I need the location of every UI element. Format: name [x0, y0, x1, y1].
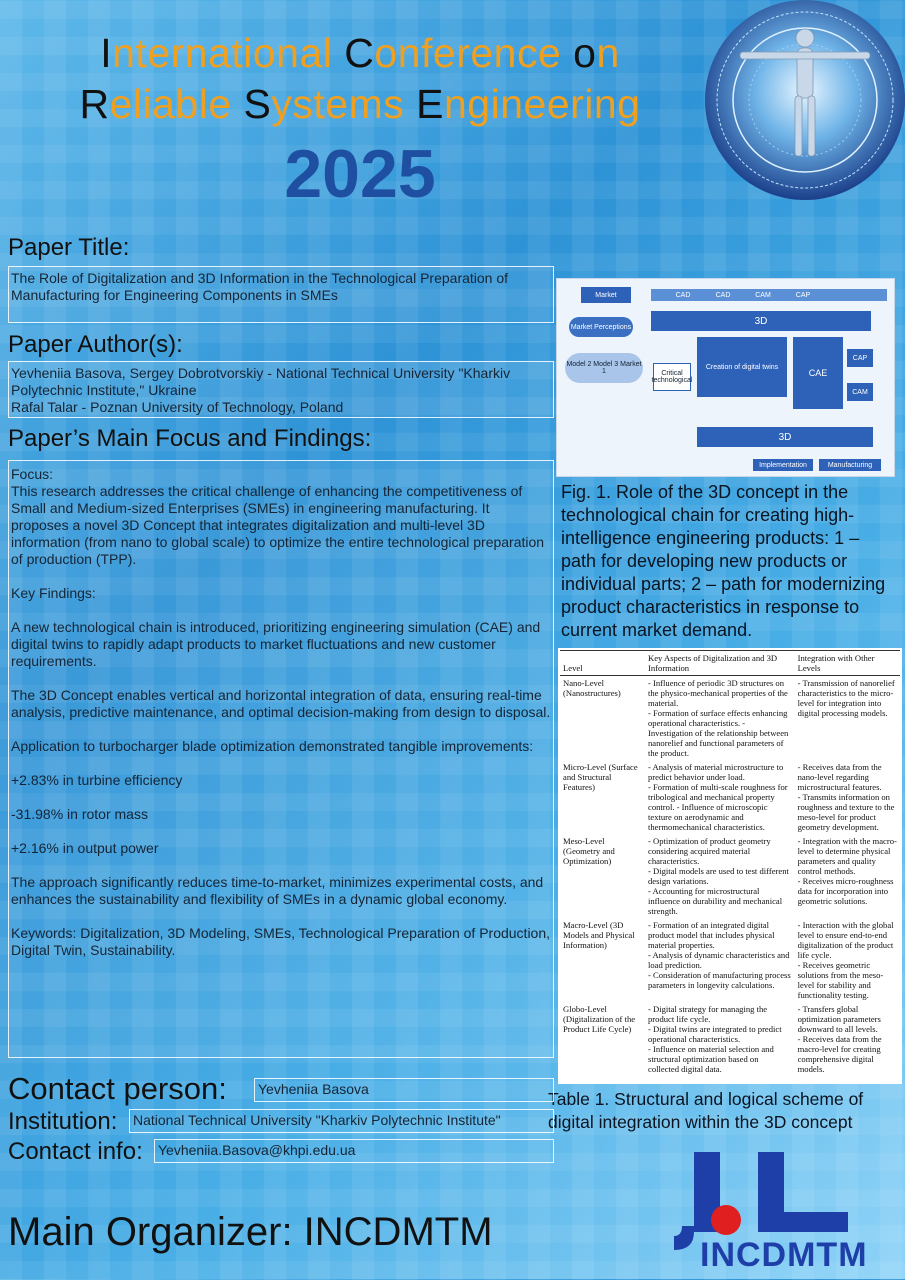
- title-capital: E: [416, 81, 444, 127]
- focus-paragraph: A new technological chain is introduced, prioritizing engineering simulation (CAE) and digital twins to rapidly adapt products to market fluctuations and new customer requirements.: [11, 619, 541, 669]
- conference-year: 2025: [284, 136, 436, 212]
- title-word-rest: eliable: [109, 81, 244, 127]
- table-row: [560, 918, 900, 1002]
- title-capital: R: [79, 81, 110, 127]
- title-capital: o: [573, 30, 597, 76]
- table-row: [560, 676, 900, 761]
- diagram-cap: CAP: [785, 289, 821, 301]
- institution-label: Institution:: [8, 1108, 118, 1135]
- table-header-cell: Level: [560, 651, 645, 676]
- incdmtm-logo-text: INCDMTM: [700, 1236, 868, 1274]
- focus-paragraph: Focus: This research addresses the critical challenge of enhancing the competitiveness of Small and Medium-sized Enterprises (SMEs) in engineering manufacturing. It proposes a novel 3D Concept that integrates digitalization and multi-level 3D information (from nano to global scale) to optimize the entire technological preparation of production (TPP).: [11, 466, 545, 567]
- table-1-caption: Table 1. Structural and logical scheme of digital integration within the 3D concept: [548, 1089, 864, 1132]
- table-cell: Globo-Level (Digitalization of the Product Life Cycle): [563, 1004, 636, 1034]
- diagram-cap-side: CAP: [847, 349, 873, 367]
- table-cell: - Receives data from the nano-level regarding microstructural features. - Transmits information on roughness and texture to the meso-level for product geometry development.: [797, 762, 895, 832]
- table-cell: Nano-Level (Nanostructures): [563, 678, 621, 698]
- vitruvian-emblem: [700, 0, 905, 215]
- contact-info-value: Yevheniia.Basova@khpi.edu.ua: [154, 1139, 554, 1163]
- diagram-implementation: Implementation: [753, 459, 813, 471]
- diagram-cam-side: CAM: [847, 383, 873, 401]
- authors-line1: Yevheniia Basova, Sergey Dobrotvorskiy - National Technical University "Kharkiv Polytechnic Institute," Ukraine: [11, 365, 511, 398]
- table-row: [560, 1002, 900, 1076]
- title-capital: S: [243, 81, 272, 127]
- table-row: [560, 834, 900, 918]
- diagram-creation: Creation of digital twins: [697, 337, 787, 397]
- table-header-cell: Integration with Other Levels: [795, 651, 900, 676]
- table-cell: Meso-Level (Geometry and Optimization): [563, 836, 615, 866]
- contact-info-label: Contact info:: [8, 1138, 143, 1165]
- focus-box: [8, 460, 554, 1058]
- integration-table: [560, 650, 900, 1076]
- focus-heading: Paper’s Main Focus and Findings:: [8, 425, 372, 452]
- focus-paragraph: +2.83% in turbine efficiency: [11, 772, 183, 788]
- authors-box: [8, 361, 554, 418]
- diagram-cad-1: CAD: [665, 289, 701, 301]
- figure-1-diagram: [556, 278, 895, 477]
- diagram-cad-2: CAD: [705, 289, 741, 301]
- focus-paragraph: -31.98% in rotor mass: [11, 806, 148, 822]
- main-organizer: Main Organizer: INCDMTM: [8, 1210, 493, 1254]
- table-cell: - Analysis of material microstructure to predict behavior under load. - Formation of multi-scale roughness for tribological and mechanical property control. - Influence of microscopic texture on aerodynamic and thermomechanical characteristics.: [648, 762, 788, 832]
- focus-paragraph: Keywords: Digitalization, 3D Modeling, SMEs, Technological Preparation of Production, Digital Twin, Sustainability.: [11, 925, 551, 958]
- contact-person-label: Contact person:: [8, 1071, 227, 1106]
- table-cell: - Transfers global optimization parameters downward to all levels. - Receives data from the macro-level for creating comprehensive digital models.: [797, 1004, 882, 1074]
- table-cell: Micro-Level (Surface and Structural Features): [563, 762, 638, 792]
- title-word-rest: onference: [374, 30, 574, 76]
- diagram-critical: Critical technological: [653, 363, 691, 391]
- paper-title-heading: Paper Title:: [8, 234, 130, 261]
- table-cell: - Digital strategy for managing the product life cycle. - Digital twins are integrated to predict operational characteristics. - Influence on material selection and structural optimization based on collected digital data.: [648, 1004, 782, 1074]
- authors-line2: Rafal Talar - Poznan University of Technology, Poland: [11, 399, 344, 415]
- diagram-3d-top: 3D: [651, 311, 871, 331]
- institution-value: National Technical University "Kharkiv Polytechnic Institute": [129, 1109, 554, 1133]
- table-cell: - Interaction with the global level to ensure end-to-end digitalization of the product life cycle. - Receives geometric solutions from the meso-level for stability and functionality testing.: [797, 920, 894, 1000]
- diagram-3d-bottom: 3D: [697, 427, 873, 447]
- conference-title-line1: [0, 30, 720, 77]
- focus-paragraph: The approach significantly reduces time-to-market, minimizes experimental costs, and enhances the sustainability and flexibility of SMEs in a dynamic global economy.: [11, 874, 544, 907]
- conference-title-line2: [0, 81, 720, 128]
- title-word-rest: ystems: [271, 81, 417, 127]
- focus-paragraph: Application to turbocharger blade optimization demonstrated tangible improvements:: [11, 738, 534, 754]
- diagram-cam: CAM: [745, 289, 781, 301]
- focus-paragraph: Key Findings:: [11, 585, 96, 601]
- table-header-cell: Key Aspects of Digitalization and 3D Information: [645, 651, 795, 676]
- table-cell: Macro-Level (3D Models and Physical Information): [563, 920, 635, 950]
- title-word-rest: n: [596, 30, 620, 76]
- diagram-manufacturing: Manufacturing: [819, 459, 881, 471]
- figure-1-caption: Fig. 1. Role of the 3D concept in the technological chain for creating high-intelligence engineering products: 1 – path for developing new products or individual parts; 2 – path for modernizing product characteristics in response to current market demand.: [561, 482, 886, 640]
- paper-title-text: The Role of Digitalization and 3D Information in the Technological Preparation of Manufacturing for Engineering Components in SMEs: [11, 270, 509, 303]
- incdmtm-logo: [660, 1150, 868, 1275]
- focus-paragraph: The 3D Concept enables vertical and horizontal integration of data, ensuring real-time analysis, predictive maintenance, and optimal decision-making from design to disposal.: [11, 687, 551, 720]
- diagram-market-perceptions: Market Perceptions: [569, 317, 633, 337]
- title-word-rest: nternational: [112, 30, 345, 76]
- title-word-rest: ngineering: [444, 81, 641, 127]
- table-1: [558, 648, 902, 1084]
- contact-person-value: Yevheniia Basova: [254, 1078, 554, 1102]
- table-cell: - Integration with the macro-level to determine physical parameters and quality control methods. - Receives micro-roughness data for incorporation into geometric solutions.: [797, 836, 897, 906]
- focus-paragraph: +2.16% in output power: [11, 840, 159, 856]
- diagram-cae: CAE: [793, 337, 843, 409]
- title-capital: I: [100, 30, 113, 76]
- title-capital: C: [344, 30, 375, 76]
- authors-heading: Paper Author(s):: [8, 331, 183, 358]
- table-cell: - Transmission of nanorelief characteristics to the micro-level for integration into digital processing models.: [797, 678, 895, 718]
- diagram-models: Model 2 Model 3 Market 1: [565, 353, 643, 383]
- table-cell: - Influence of periodic 3D structures on the physico-mechanical properties of the material. - Formation of surface effects enhancing operational characteristics. - Investigation of the relationship between nanorelief and functional parameters of the product.: [648, 678, 789, 758]
- table-cell: - Formation of an integrated digital product model that includes physical material properties. - Analysis of dynamic characteristics and load prediction. - Consideration of manufacturing process parameters in longevity calculations.: [648, 920, 791, 990]
- diagram-market: Market: [581, 287, 631, 303]
- table-cell: - Optimization of product geometry considering acquired material characteristics. - Digital models are used to test different design variations. - Accounting for microstructural influence on durability and mechanical strength.: [648, 836, 789, 916]
- paper-title-box: [8, 266, 554, 323]
- table-row: [560, 760, 900, 834]
